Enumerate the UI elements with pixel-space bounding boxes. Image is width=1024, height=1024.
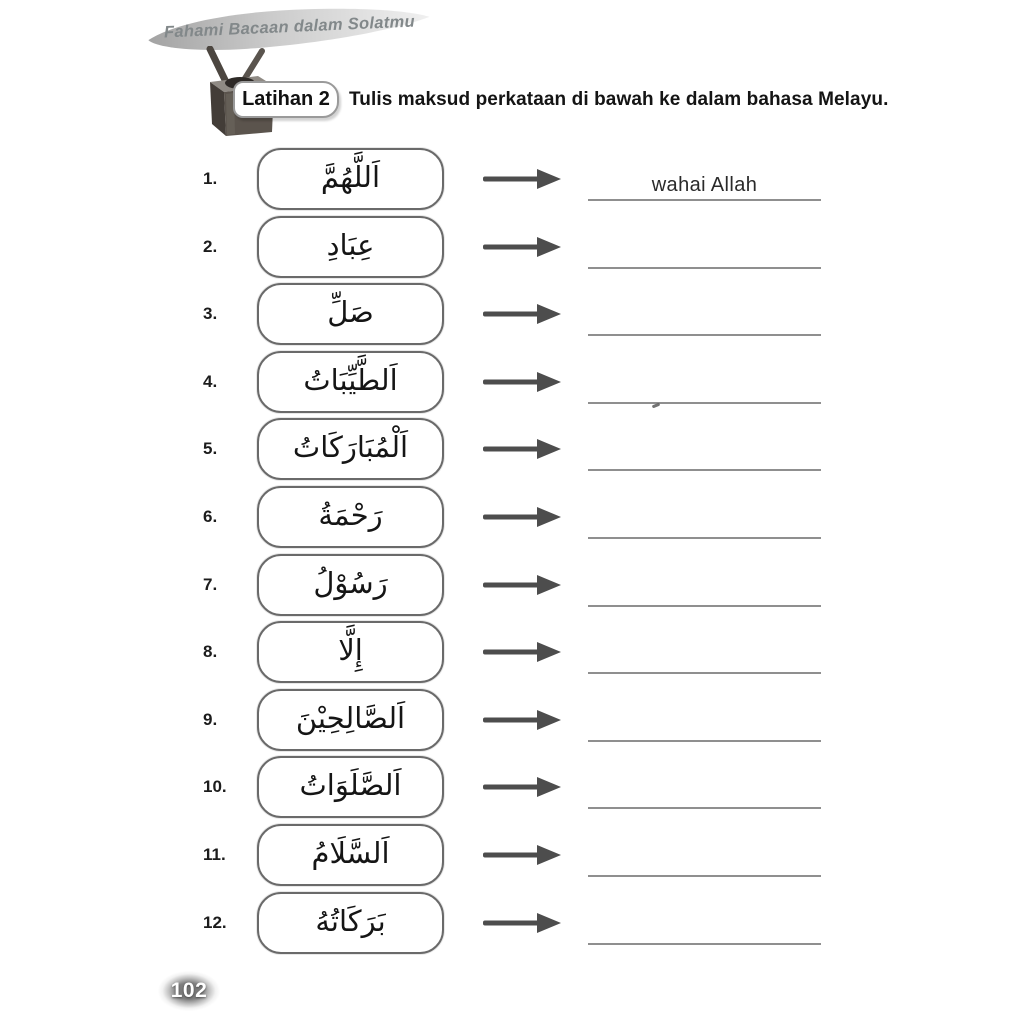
right-arrow-icon [483, 504, 561, 530]
arabic-word-box [257, 621, 444, 683]
answer-line [588, 267, 821, 269]
right-arrow-icon [483, 166, 561, 192]
banner-title: Fahami Bacaan dalam Solatmu [163, 12, 416, 42]
right-arrow-icon [483, 774, 561, 800]
answer-line [588, 740, 821, 742]
answer-area [588, 824, 821, 886]
item-number: 5. [203, 439, 218, 459]
answer-area [588, 148, 821, 210]
item-number: 2. [203, 236, 218, 256]
arabic-word: اَلطَّيِّبَاتُ [303, 362, 398, 397]
right-arrow-icon [483, 707, 561, 733]
answer-line [588, 672, 821, 674]
answer-area [588, 756, 821, 818]
right-arrow-icon [483, 639, 561, 665]
answer-line [588, 334, 821, 336]
arabic-word-box [257, 283, 444, 345]
arabic-word: رَسُوْلُ [313, 565, 388, 600]
arabic-word-box [257, 824, 444, 886]
arabic-word: اَلصَّالِحِيْنَ [295, 700, 406, 735]
exercise-row-12 [0, 892, 1024, 954]
exercise-row-11 [0, 824, 1024, 886]
item-number: 12. [203, 912, 227, 932]
answer-line [588, 537, 821, 539]
arabic-word: اَلسَّلَامُ [311, 835, 390, 870]
arabic-word: اَلصَّلَوَاتُ [299, 768, 402, 803]
page-number-badge [155, 969, 223, 1013]
arabic-word-box [257, 216, 444, 278]
item-number: 3. [203, 304, 218, 324]
item-number: 6. [203, 506, 218, 526]
arabic-word: رَحْمَةُ [318, 497, 383, 532]
answer-line [588, 469, 821, 471]
exercise-label: Latihan 2 [233, 81, 339, 118]
answer-line [588, 605, 821, 607]
header-banner [145, 2, 433, 56]
exercise-row-6 [0, 486, 1024, 548]
right-arrow-icon [483, 572, 561, 598]
arabic-word: صَلِّ [327, 295, 374, 330]
exercise-row-10 [0, 756, 1024, 818]
item-number: 8. [203, 642, 218, 662]
page-number: 102 [170, 979, 208, 1002]
right-arrow-icon [483, 369, 561, 395]
answer-area [588, 892, 821, 954]
exercise-row-4 [0, 351, 1024, 413]
arabic-word-box [257, 486, 444, 548]
item-number: 10. [203, 777, 227, 797]
answer-area [588, 216, 821, 278]
exercise-row-9 [0, 689, 1024, 751]
answer-area [588, 351, 821, 413]
arabic-word: بَرَكَاتُهُ [315, 903, 386, 938]
item-number: 7. [203, 574, 218, 594]
arabic-word: عِبَادِ [326, 227, 375, 262]
item-number: 9. [203, 709, 218, 729]
answer-area [588, 486, 821, 548]
arabic-word: اَللَّهُمَّ [320, 160, 381, 194]
arabic-word: إِلَّا [338, 633, 363, 668]
arabic-word-box [257, 756, 444, 818]
answer-area [588, 689, 821, 751]
right-arrow-icon [483, 234, 561, 260]
right-arrow-icon [483, 301, 561, 327]
arabic-word: اَلْمُبَارَكَاتُ [292, 430, 409, 465]
answer-line [588, 943, 821, 945]
exercise-list [0, 148, 1024, 959]
answer-area [588, 554, 821, 616]
answer-area [588, 621, 821, 683]
exercise-row-7 [0, 554, 1024, 616]
arabic-word-box [257, 418, 444, 480]
exercise-row-3 [0, 283, 1024, 345]
arabic-word-box [257, 689, 444, 751]
answer-text: wahai Allah [651, 174, 758, 196]
answer-area [588, 283, 821, 345]
item-number: 4. [203, 371, 218, 391]
answer-area [588, 418, 821, 480]
answer-line [588, 402, 821, 404]
item-number: 11. [203, 844, 226, 864]
arabic-word-box [257, 351, 444, 413]
exercise-row-5 [0, 418, 1024, 480]
exercise-row-2 [0, 216, 1024, 278]
right-arrow-icon [483, 910, 561, 936]
instruction-text: Tulis maksud perkataan di bawah ke dalam bahasa Melayu. [349, 89, 889, 110]
right-arrow-icon [483, 842, 561, 868]
answer-line [588, 875, 821, 877]
exercise-row-8 [0, 621, 1024, 683]
answer-line [588, 199, 821, 201]
answer-line [588, 807, 821, 809]
arabic-word-box [257, 148, 444, 210]
item-number: 1. [203, 169, 218, 188]
exercise-row-1 [0, 148, 1024, 210]
right-arrow-icon [483, 436, 561, 462]
arabic-word-box [257, 554, 444, 616]
arabic-word-box [257, 892, 444, 954]
